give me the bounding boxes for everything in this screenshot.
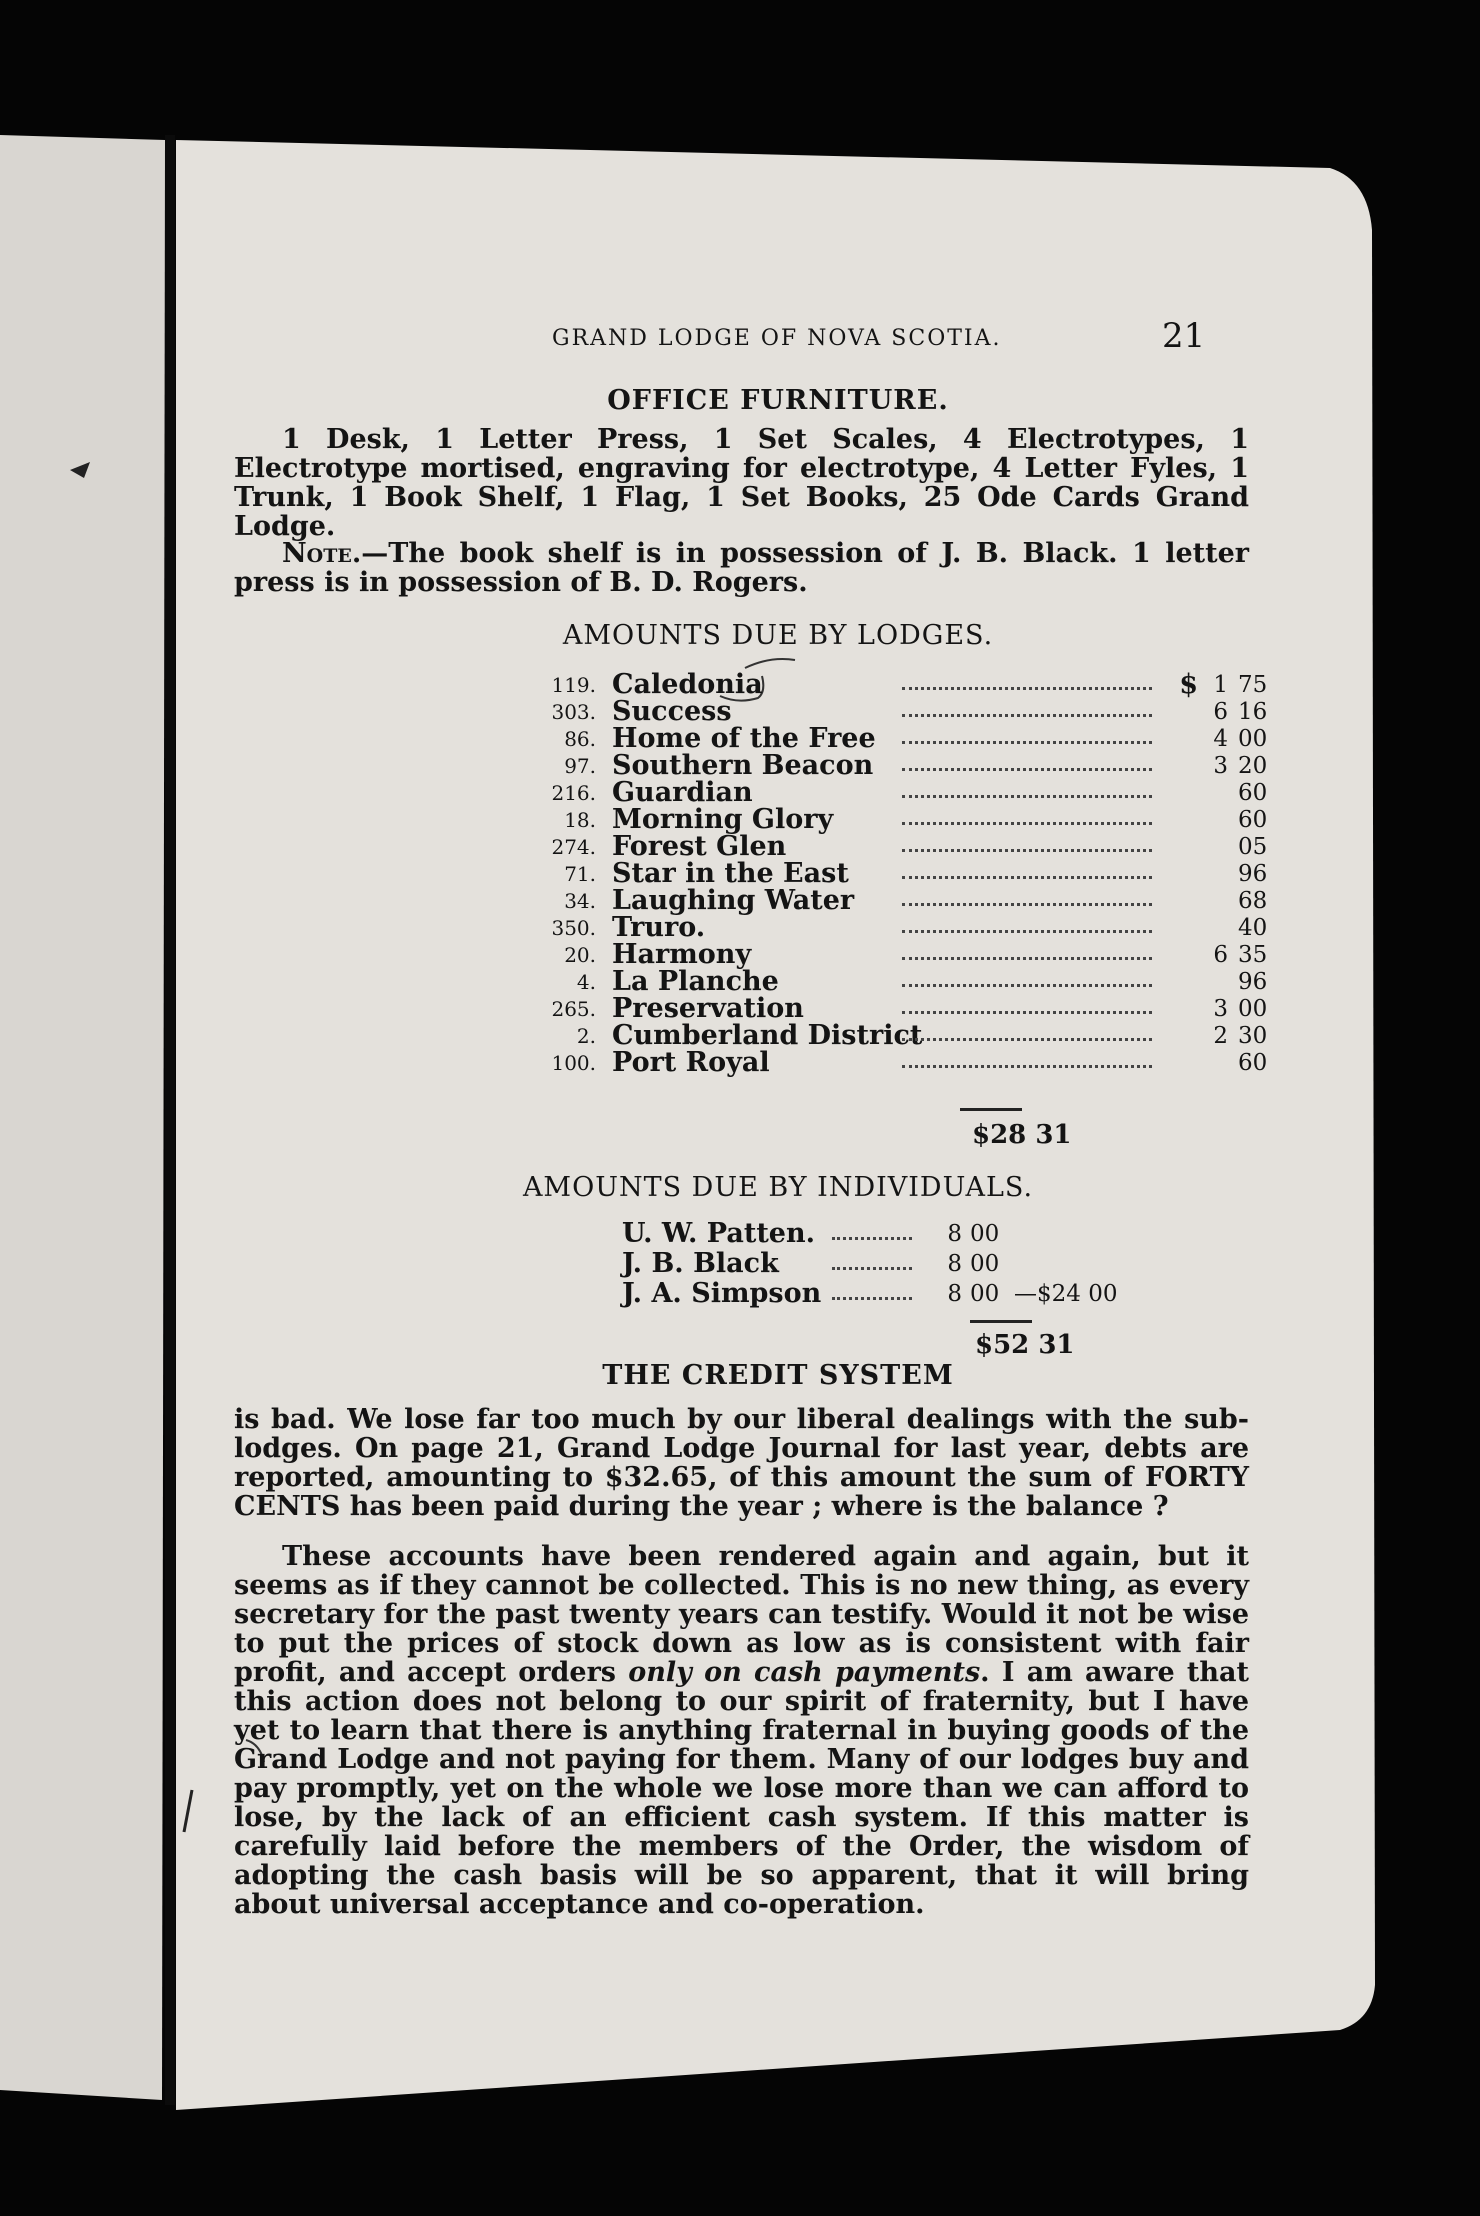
individual-name: U. W. Patten. — [622, 1218, 816, 1249]
amount-dollars: 8 — [947, 1281, 962, 1307]
office-furniture-heading: OFFICE FURNITURE. — [607, 385, 949, 416]
lodge-name: Cumberland District — [612, 1020, 923, 1051]
individual-name: J. A. Simpson — [622, 1278, 822, 1309]
currency-sign: $ — [1179, 669, 1198, 700]
individuals-subtotal: —$24 00 — [1014, 1281, 1118, 1307]
grand-total: $52 31 — [975, 1330, 1075, 1360]
lodge-name: Success — [612, 696, 732, 727]
lodge-row — [532, 993, 1292, 1024]
dot-leader — [902, 1011, 1152, 1014]
dot-leader — [902, 930, 1152, 933]
lodge-name: Truro. — [612, 912, 706, 943]
dot-leader — [902, 768, 1152, 771]
page-number: 21 — [1162, 316, 1206, 356]
individual-row — [622, 1278, 1182, 1308]
lodge-number: 71. — [564, 862, 596, 886]
amount-cents: 00 — [1238, 996, 1268, 1022]
grand-total-rule — [970, 1320, 1032, 1323]
amount-dollars: 8 — [947, 1251, 962, 1277]
amount-dollars: 3 — [1213, 996, 1228, 1022]
lodge-number: 4. — [576, 970, 596, 994]
credit-system-heading: THE CREDIT SYSTEM — [602, 1360, 954, 1391]
page — [182, 142, 1374, 2100]
lodge-row — [532, 1047, 1292, 1078]
lodge-number: 18. — [564, 808, 596, 832]
lodge-name: Star in the East — [612, 858, 849, 889]
amount-cents: 75 — [1238, 672, 1268, 698]
lodge-row — [532, 777, 1292, 808]
lodge-name: Forest Glen — [612, 831, 787, 862]
lodge-number: 216. — [551, 781, 596, 805]
dot-leader — [902, 876, 1152, 879]
lodge-list — [532, 669, 1292, 1078]
note-text: —The book shelf is in possession of J. B. Black. 1 letter press is in possession of B. D. Rogers. — [234, 538, 1249, 598]
lodge-number: 274. — [551, 835, 596, 859]
credit-paragraph-1: is bad. We lose far too much by our liberal dealings with the sub-lodges. On page 21, Grand Lodge Journal for last year, debts are reported, amounting to $32.65, of this amount the sum of FORTY CENTS has been paid during the year ; where is the balance ? — [234, 1404, 1249, 1522]
lodge-name: Southern Beacon — [612, 750, 874, 781]
running-title: GRAND LODGE OF NOVA SCOTIA. — [552, 326, 1002, 351]
lodge-number: 2. — [576, 1024, 596, 1048]
lodge-row — [532, 1020, 1292, 1051]
amount-cents: 40 — [1238, 915, 1268, 941]
office-furniture-paragraph: 1 Desk, 1 Letter Press, 1 Set Scales, 4 Electrotypes, 1 Electrotype mortised, engraving for electrotype, 4 Letter Fyles, 1 Trunk, 1 Book Shelf, 1 Flag, 1 Set Books, 25 Ode Cards Grand Lodge. — [234, 424, 1249, 542]
lodges-heading: AMOUNTS DUE BY LODGES. — [562, 620, 994, 651]
dot-leader — [902, 903, 1152, 906]
lodge-name: Caledonia — [612, 669, 763, 700]
dot-leader — [902, 849, 1152, 852]
credit-paragraph-2-emphasis: only on cash payments — [628, 1657, 981, 1688]
lodge-row — [532, 750, 1292, 781]
amount-cents: 16 — [1238, 699, 1268, 725]
amount-dollars: 8 — [947, 1221, 962, 1247]
dot-leader — [902, 741, 1152, 744]
dot-leader — [832, 1297, 912, 1300]
amount-cents: 60 — [1238, 807, 1268, 833]
lodge-row — [532, 696, 1292, 727]
amount-cents: 96 — [1238, 861, 1268, 887]
dot-leader — [902, 1065, 1152, 1068]
amount-cents: 00 — [970, 1281, 1000, 1307]
dot-leader — [902, 687, 1152, 690]
lodge-row — [532, 858, 1292, 889]
credit-paragraph-2-end: . I am aware that this action does not belong to our spirit of fraternity, but I have yet to learn that there is anything fraternal in buying goods of the Grand Lodge and not paying for them. Many of our lodges buy and pay promptly, yet on the whole we lose more than we can afford to lose, by the lack of an efficient cash system. If this matter is carefully laid before the members of the Order, the wisdom of adopting the cash basis will be so apparent, that it will bring about universal acceptance and co-operation. — [234, 1657, 1249, 1920]
amount-cents: 60 — [1238, 1050, 1268, 1076]
amount-cents: 60 — [1238, 780, 1268, 806]
lodge-row — [532, 804, 1292, 835]
lodge-name: Laughing Water — [612, 885, 855, 916]
lodge-number: 119. — [551, 673, 596, 697]
note-paragraph — [234, 539, 1249, 597]
amount-cents: 35 — [1238, 942, 1268, 968]
lodge-name: Harmony — [612, 939, 752, 970]
lodge-number: 100. — [551, 1051, 596, 1075]
lodge-row — [532, 831, 1292, 862]
amount-cents: 96 — [1238, 969, 1268, 995]
dot-leader — [902, 822, 1152, 825]
dot-leader — [902, 795, 1152, 798]
lodge-number: 303. — [551, 700, 596, 724]
amount-cents: 05 — [1238, 834, 1268, 860]
amount-dollars: 1 — [1213, 672, 1228, 698]
dot-leader — [902, 1038, 1152, 1041]
lodge-row — [532, 966, 1292, 997]
amount-cents: 20 — [1238, 753, 1268, 779]
lodge-name: Guardian — [612, 777, 753, 808]
lodge-row — [532, 723, 1292, 754]
lodges-total-rule — [960, 1108, 1022, 1111]
amount-dollars: 3 — [1213, 753, 1228, 779]
lodge-name: Port Royal — [612, 1047, 770, 1078]
amount-cents: 68 — [1238, 888, 1268, 914]
individual-row — [622, 1248, 1182, 1278]
dot-leader — [902, 714, 1152, 717]
individuals-list — [622, 1218, 1182, 1308]
individual-row — [622, 1218, 1182, 1248]
credit-paragraph-2-start: These accounts have been rendered again and again, but it seems as if they cannot be collected. This is no new thing, as every secretary for the past twenty years can testify. Would it not be wise to put the prices of stock down as low as is consistent with fair profit, and accept orders — [234, 1541, 1249, 1688]
individual-name: J. B. Black — [622, 1248, 779, 1279]
lodge-row — [532, 939, 1292, 970]
dot-leader — [902, 984, 1152, 987]
lodge-name: Preservation — [612, 993, 804, 1024]
lodge-row — [532, 912, 1292, 943]
amount-dollars: 4 — [1213, 726, 1228, 752]
dot-leader — [832, 1237, 912, 1240]
lodge-number: 265. — [551, 997, 596, 1021]
credit-paragraph-2 — [234, 1542, 1249, 1919]
amount-cents: 00 — [970, 1251, 1000, 1277]
lodge-number: 350. — [551, 916, 596, 940]
dot-leader — [902, 957, 1152, 960]
lodge-number: 20. — [564, 943, 596, 967]
amount-cents: 00 — [1238, 726, 1268, 752]
amount-dollars: 6 — [1213, 942, 1228, 968]
lodge-name: La Planche — [612, 966, 779, 997]
lodge-number: 97. — [564, 754, 596, 778]
lodges-total: $28 31 — [972, 1120, 1072, 1150]
lodge-row — [532, 885, 1292, 916]
amount-dollars: 2 — [1213, 1023, 1228, 1049]
note-label: Note. — [282, 538, 362, 569]
lodge-number: 86. — [564, 727, 596, 751]
amount-cents: 00 — [970, 1221, 1000, 1247]
amount-cents: 30 — [1238, 1023, 1268, 1049]
amount-dollars: 6 — [1213, 699, 1228, 725]
lodge-name: Home of the Free — [612, 723, 876, 754]
dot-leader — [832, 1267, 912, 1270]
lodge-row — [532, 669, 1292, 700]
lodge-number: 34. — [564, 889, 596, 913]
individuals-heading: AMOUNTS DUE BY INDIVIDUALS. — [522, 1172, 1034, 1203]
lodge-name: Morning Glory — [612, 804, 834, 835]
